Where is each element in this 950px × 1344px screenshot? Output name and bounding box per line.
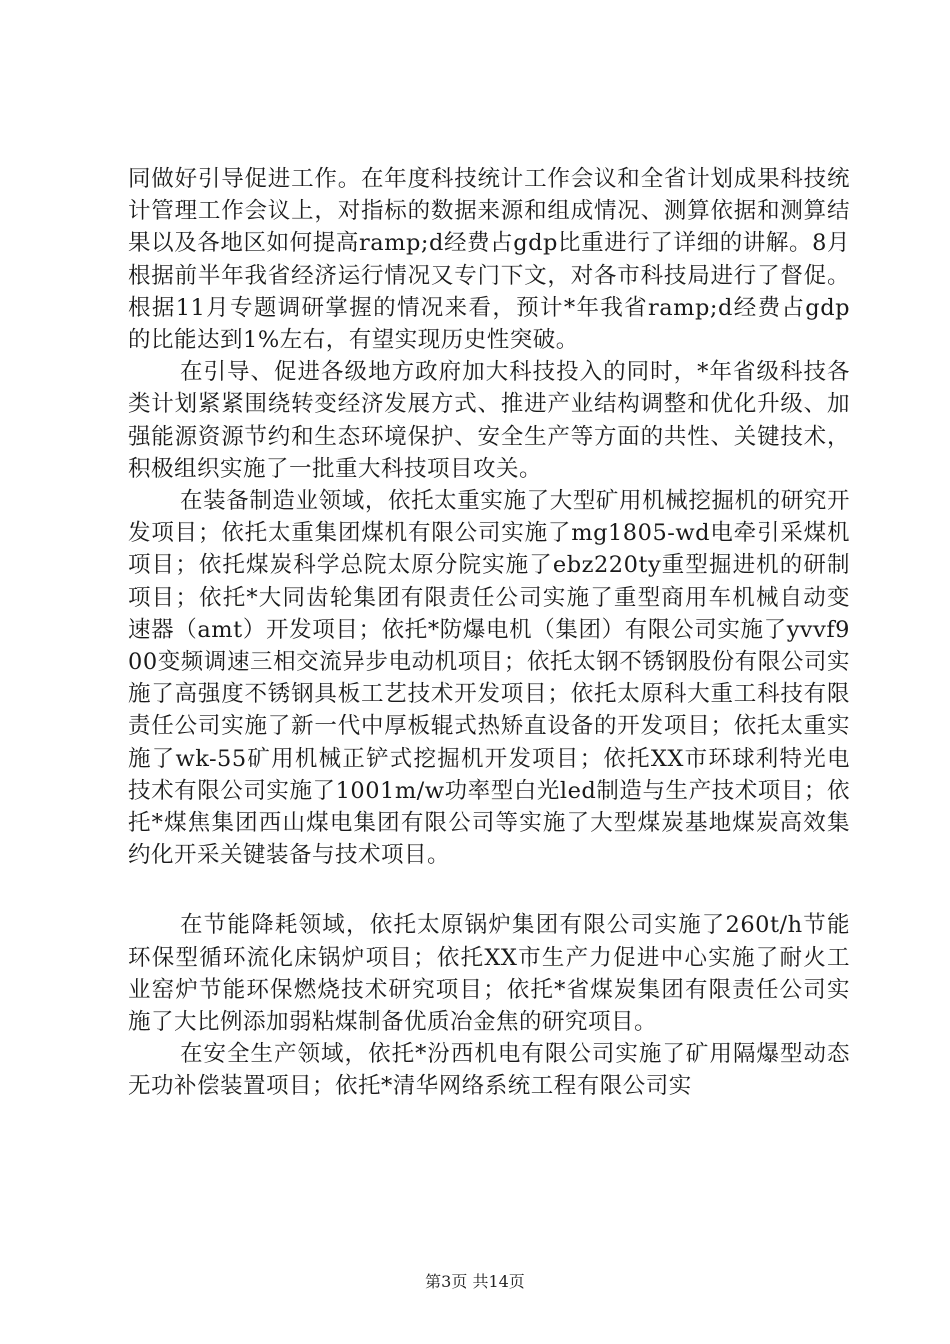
paragraph-equipment-manufacturing: 在装备制造业领域，依托太重实施了大型矿用机械挖掘机的研究开发项目；依托太重集团煤机有限公司实施了mg1805-wd电牵引采煤机项目；依托煤炭科学总院太原分院实施了ebz220ty重型掘进机的研制项目；依托*大同齿轮集团有限责任公司实施了重型商用车机械自动变速器（amt）开发项目；依托*防爆电机（集团）有限公司实施了yvvf900变频调速三相交流异步电动机项目；依托太钢不锈钢股份有限公司实施了高强度不锈钢具板工艺技术开发项目；依托太原科大重工科技有限责任公司实施了新一代中厚板辊式热矫直设备的开发项目；依托太重实施了wk-55矿用机械正铲式挖掘机开发项目；依托XX市环球利特光电技术有限公司实施了1001m/w功率型白光led制造与生产技术项目；依托*煤焦集团西山煤电集团有限公司等实施了大型煤炭基地煤炭高效集约化开采关键装备与技术项目。 (128, 488, 850, 869)
page-number: 第3页 共14页 (425, 1272, 525, 1291)
paragraph-tech-investment: 在引导、促进各级地方政府加大科技投入的同时，*年省级科技各类计划紧紧围绕转变经济发展方式、推进产业结构调整和优化升级、加强能源资源节约和生态环境保护、安全生产等方面的共性、关键技术，积极组织实施了一批重大科技项目攻关。 (128, 359, 850, 482)
paragraph-continuation: 同做好引导促进工作。在年度科技统计工作会议和全省计划成果科技统计管理工作会议上，对指标的数据来源和组成情况、测算依据和测算结果以及各地区如何提高ramp;d经费占gdp比重进行了详细的讲解。8月根据前半年我省经济运行情况又专门下文，对各市科技局进行了督促。根据11月专题调研掌握的情况来看，预计*年我省ramp;d经费占gdp的比能达到1%左右，有望实现历史性突破。 (128, 166, 850, 354)
paragraph-energy-saving: 在节能降耗领域，依托太原锅炉集团有限公司实施了260t/h节能环保型循环流化床锅炉项目；依托XX市生产力促进中心实施了耐火工业窑炉节能环保燃烧技术研究项目；依托*省煤炭集团有限责任公司实施了大比例添加弱粘煤制备优质冶金焦的研究项目。 (128, 912, 850, 1036)
document-body (128, 163, 850, 1103)
paragraph-safety-production: 在安全生产领域，依托*汾西机电有限公司实施了矿用隔爆型动态无功补偿装置项目；依托*清华网络系统工程有限公司实 (128, 1041, 850, 1100)
